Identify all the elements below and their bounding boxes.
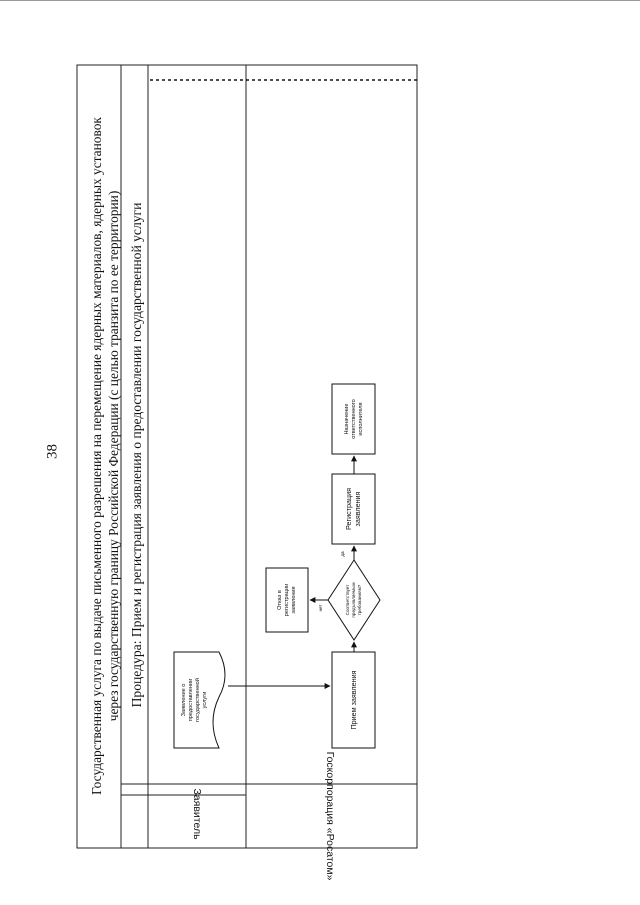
svg-text:заявления: заявления <box>291 586 297 614</box>
lane-label-rosatom: Госкорпорация «Росатом» <box>324 751 337 881</box>
assign-executor-label <box>344 399 364 439</box>
svg-text:государственной: государственной <box>195 678 201 722</box>
svg-text:Отказ в: Отказ в <box>277 590 283 610</box>
svg-text:Заявление о: Заявление о <box>181 683 187 717</box>
page-number: 38 <box>44 444 61 459</box>
svg-text:предоставлении: предоставлении <box>188 678 194 722</box>
edge-label-no: нет <box>318 604 323 612</box>
svg-text:предъявляемым: предъявляемым <box>351 582 356 618</box>
service-title-line2: через государственную границу Российской Федерации (с целью транзита по ее территории) <box>106 190 121 722</box>
edge-label-yes: да <box>340 551 345 557</box>
svg-text:Соответствует: Соответствует <box>345 584 350 616</box>
registration-label <box>344 488 362 530</box>
receive-application-label: Прием заявления <box>348 670 358 730</box>
svg-text:Назначение: Назначение <box>344 403 350 435</box>
svg-text:заявления: заявления <box>353 491 362 527</box>
svg-text:исполнителя: исполнителя <box>358 402 364 436</box>
service-title-line1: Государственная услуга по выдаче письменного разрешения на перемещение ядерных материалов, ядерных установок <box>89 117 104 795</box>
svg-text:регистрации: регистрации <box>284 583 290 617</box>
procedure-label: Процедура: Прием и регистрация заявления о предоставлении государственной услуги <box>129 202 144 708</box>
svg-text:ответственного: ответственного <box>351 399 357 439</box>
lane-label-applicant: Заявитель <box>191 788 204 840</box>
requirements-decision-label <box>345 582 362 617</box>
svg-text:требованиям?: требованиям? <box>357 584 362 616</box>
svg-text:услуги: услуги <box>202 691 208 709</box>
svg-text:Регистрация: Регистрация <box>344 487 353 531</box>
